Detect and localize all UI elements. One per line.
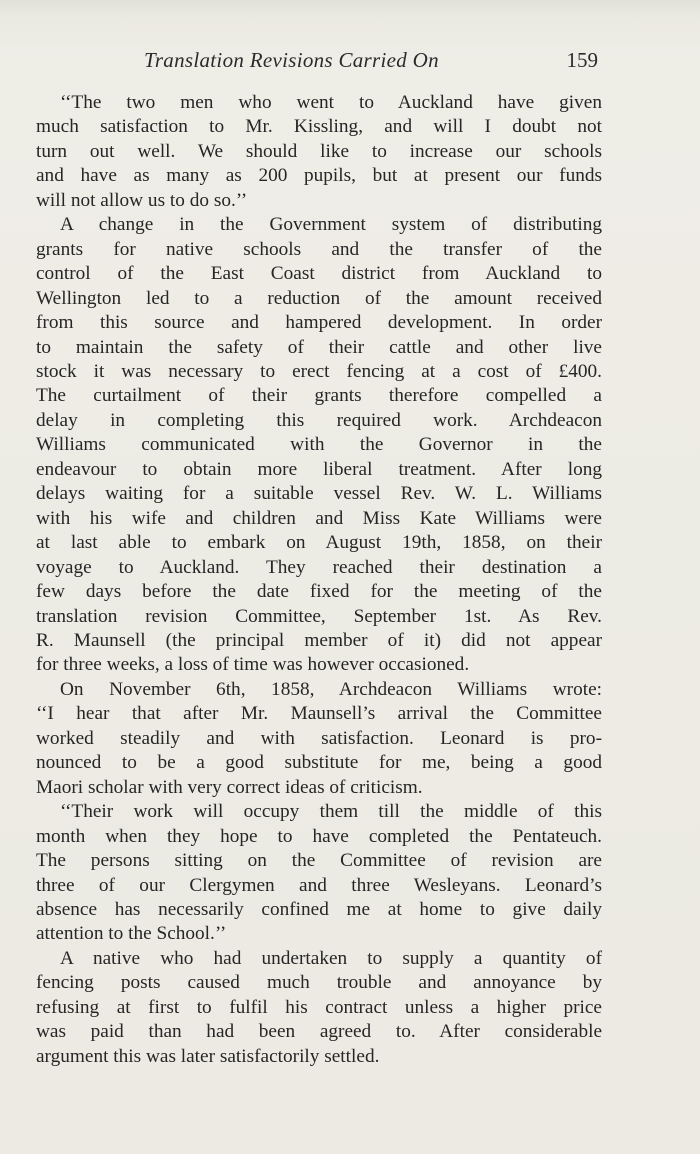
text-line: at last able to embark on August 19th, 1858, on their (36, 532, 602, 554)
text-line: voyage to Auckland. They reached their destination a (36, 556, 602, 578)
text-line: On November 6th, 1858, Archdeacon Williams wrote: (60, 678, 602, 700)
text-line: will not allow us to do so.’’ (36, 189, 248, 211)
text-line: month when they hope to have completed the Pentateuch. (36, 825, 602, 847)
text-line: was paid than had been agreed to. After considerable (36, 1021, 602, 1043)
text-line: much satisfaction to Mr. Kissling, and will I doubt not (36, 116, 602, 138)
text-line: with his wife and children and Miss Kate Williams were (36, 507, 602, 529)
text-line: A change in the Government system of distributing (60, 214, 602, 236)
text-line: ‘‘I hear that after Mr. Maunsell’s arrival the Committee (36, 703, 602, 725)
text-line: Wellington led to a reduction of the amount received (36, 287, 602, 309)
body-text (36, 91, 602, 1069)
text-line: nounced to be a good substitute for me, being a good (36, 752, 602, 774)
text-line: few days before the date fixed for the meeting of the (36, 581, 602, 603)
running-title: Translation Revisions Carried On (144, 48, 439, 72)
text-line: argument this was later satisfactorily settled. (36, 1045, 380, 1067)
text-line: for three weeks, a loss of time was however occasioned. (36, 654, 470, 676)
text-line: delays waiting for a suitable vessel Rev. W. L. Williams (36, 483, 602, 505)
text-line: three of our Clergymen and three Wesleyans. Leonard’s (36, 874, 602, 896)
text-line: The persons sitting on the Committee of revision are (36, 850, 602, 872)
text-line: and have as many as 200 pupils, but at present our funds (36, 165, 602, 187)
text-line: A native who had undertaken to supply a quantity of (60, 947, 602, 969)
text-line: delay in completing this required work. Archdeacon (36, 409, 602, 431)
text-line: Maori scholar with very correct ideas of criticism. (36, 776, 423, 798)
text-line: control of the East Coast district from Auckland to (36, 263, 602, 285)
text-line: ‘‘Their work will occupy them till the middle of this (60, 801, 602, 823)
page-number: 159 (566, 48, 598, 72)
text-line: worked steadily and with satisfaction. Leonard is pro- (36, 727, 602, 749)
text-line: translation revision Committee, September 1st. As Rev. (36, 605, 602, 627)
text-line: R. Maunsell (the principal member of it) did not appear (36, 629, 602, 651)
text-line: Williams communicated with the Governor in the (36, 434, 602, 456)
text-line: grants for native schools and the transfer of the (36, 238, 602, 260)
text-line: fencing posts caused much trouble and annoyance by (36, 972, 602, 994)
text-line: The curtailment of their grants therefore compelled a (36, 385, 602, 407)
text-line: endeavour to obtain more liberal treatment. After long (36, 458, 602, 480)
text-line: absence has necessarily confined me at home to give daily (36, 898, 602, 920)
text-line: refusing at first to fulfil his contract unless a higher price (36, 996, 602, 1018)
text-line: attention to the School.’’ (36, 923, 227, 945)
page-header (36, 48, 602, 78)
text-line: turn out well. We should like to increase our schools (36, 140, 602, 162)
text-line: to maintain the safety of their cattle and other live (36, 336, 602, 358)
text-line: from this source and hampered development. In order (36, 312, 602, 334)
text-line: ‘‘The two men who went to Auckland have given (60, 92, 602, 113)
text-line: stock it was necessary to erect fencing at a cost of £400. (36, 360, 602, 382)
